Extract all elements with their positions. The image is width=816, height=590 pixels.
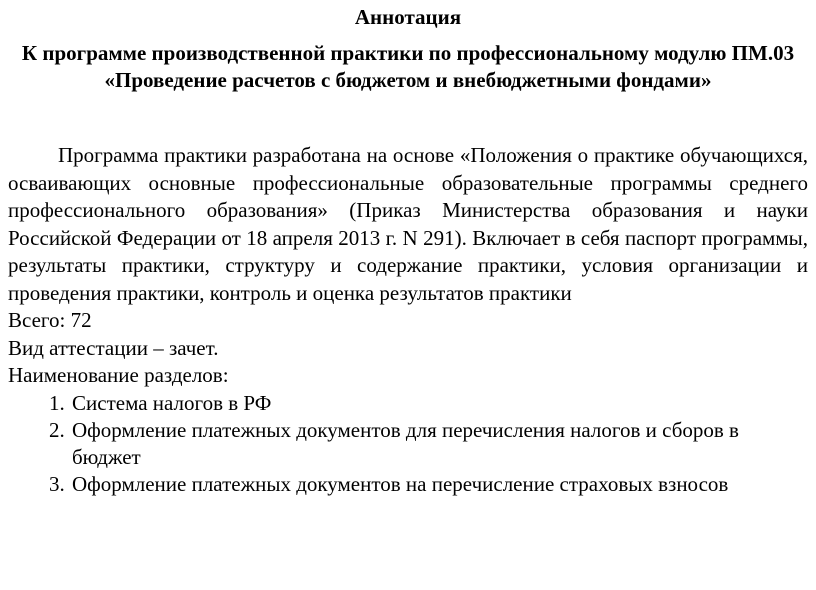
description-paragraph: Программа практики разработана на основе «Положения о практике обучающихся, осваивающих основные профессиональные образовательные программы среднего профессионального образования» (Приказ Министерства образования и науки Российской Федерации от 18 апреля 2013 г. N 291). Включает в себя паспорт программы, результаты практики, структуру и содержание практики, условия организации и проведения практики, контроль и оценка результатов практики bbox=[8, 143, 808, 305]
document-title: Аннотация bbox=[354, 5, 462, 29]
section-item: 2. Оформление платежных документов для перечисления налогов и сборов в бюджет bbox=[70, 417, 808, 471]
sections-heading: Наименование разделов: bbox=[8, 363, 229, 387]
section-item: 1. Система налогов в РФ bbox=[70, 390, 808, 417]
document-subtitle: К программе производственной практики по профессиональному модулю ПМ.03 «Проведение расчетов с бюджетом и внебюджетными фондами» bbox=[21, 41, 795, 92]
attestation-type: Вид аттестации – зачет. bbox=[8, 335, 219, 360]
section-item: 3. Оформление платежных документов на перечисление страховых взносов bbox=[70, 471, 808, 498]
sections-list bbox=[8, 390, 808, 498]
total-hours: Всего: 72 bbox=[8, 308, 92, 332]
